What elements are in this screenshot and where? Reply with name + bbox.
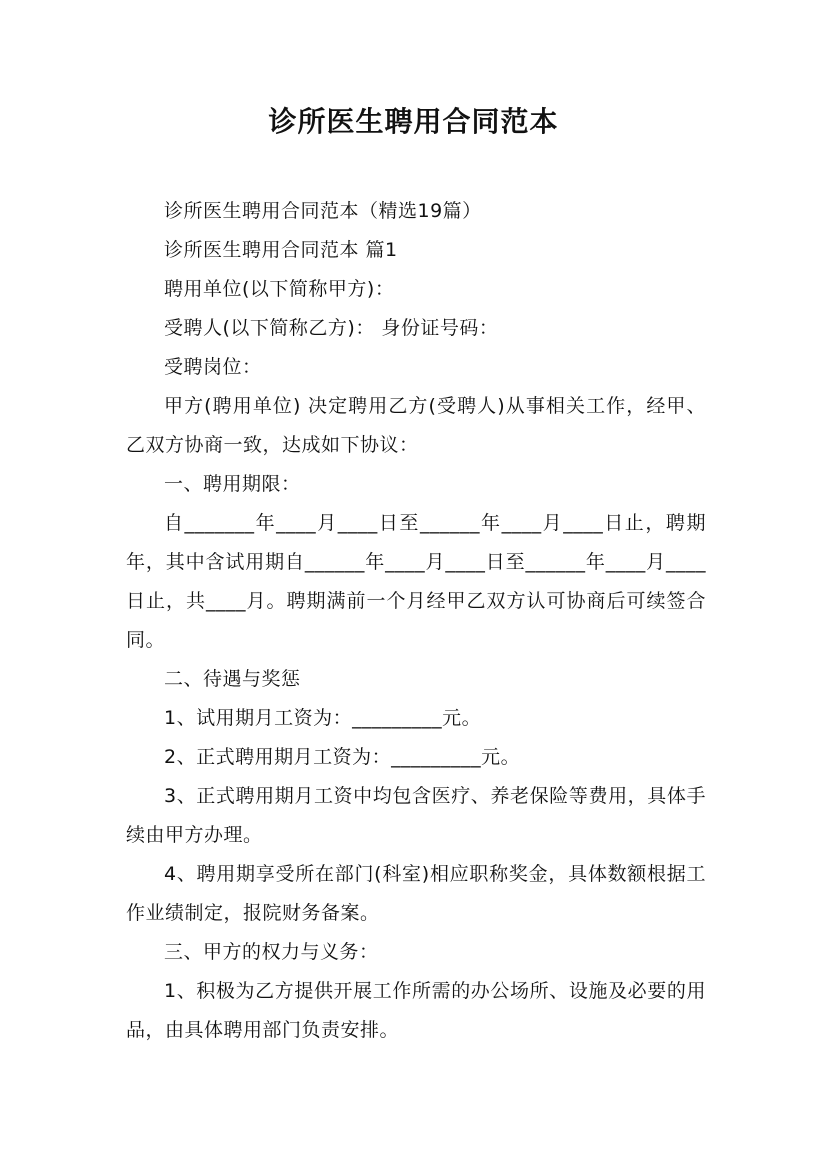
paragraph-agreement-intro: 甲方(聘用单位) 决定聘用乙方(受聘人)从事相关工作，经甲、乙双方协商一致，达成如下协议： [126,395,706,456]
paragraph-position-line: 受聘岗位： [164,356,262,378]
paragraph-pay-heading: 二、待遇与奖惩 [164,668,301,690]
paragraph-employer-line: 聘用单位(以下简称甲方)： [164,278,395,300]
document-body [126,192,713,1050]
paragraph-subtitle: 诊所医生聘用合同范本（精选19篇） [164,200,482,222]
paragraph-rights-heading: 三、甲方的权力与义务： [164,941,379,963]
paragraph-formal-salary: 2、正式聘用期月工资为：_________元。 [164,746,521,768]
paragraph-employee-line: 受聘人(以下简称乙方)： 身份证号码： [164,317,499,339]
paragraph-bonus: 4、聘用期享受所在部门(科室)相应职称奖金，具体数额根据工作业绩制定，报院财务备案。 [126,863,706,924]
paragraph-term-heading: 一、聘用期限： [164,473,301,495]
paragraph-trial-salary: 1、试用期月工资为：_________元。 [164,707,482,729]
document-title: 诊所医生聘用合同范本 [268,105,559,138]
paragraph-rights-item-1: 1、积极为乙方提供开展工作所需的办公场所、设施及必要的用品，由具体聘用部门负责安排。 [126,980,706,1041]
paragraph-term-details: 自_______年____月____日至______年____月____日止，聘期 年，其中含试用期自______年____月____日至______年____月____日止，共____月。聘期满前一个月经甲乙双方认可协商后可续签合同。 [126,512,713,651]
paragraph-insurance: 3、正式聘用期月工资中均包含医疗、养老保险等费用，具体手续由甲方办理。 [126,785,706,846]
paragraph-section-heading: 诊所医生聘用合同范本 篇1 [164,239,398,261]
